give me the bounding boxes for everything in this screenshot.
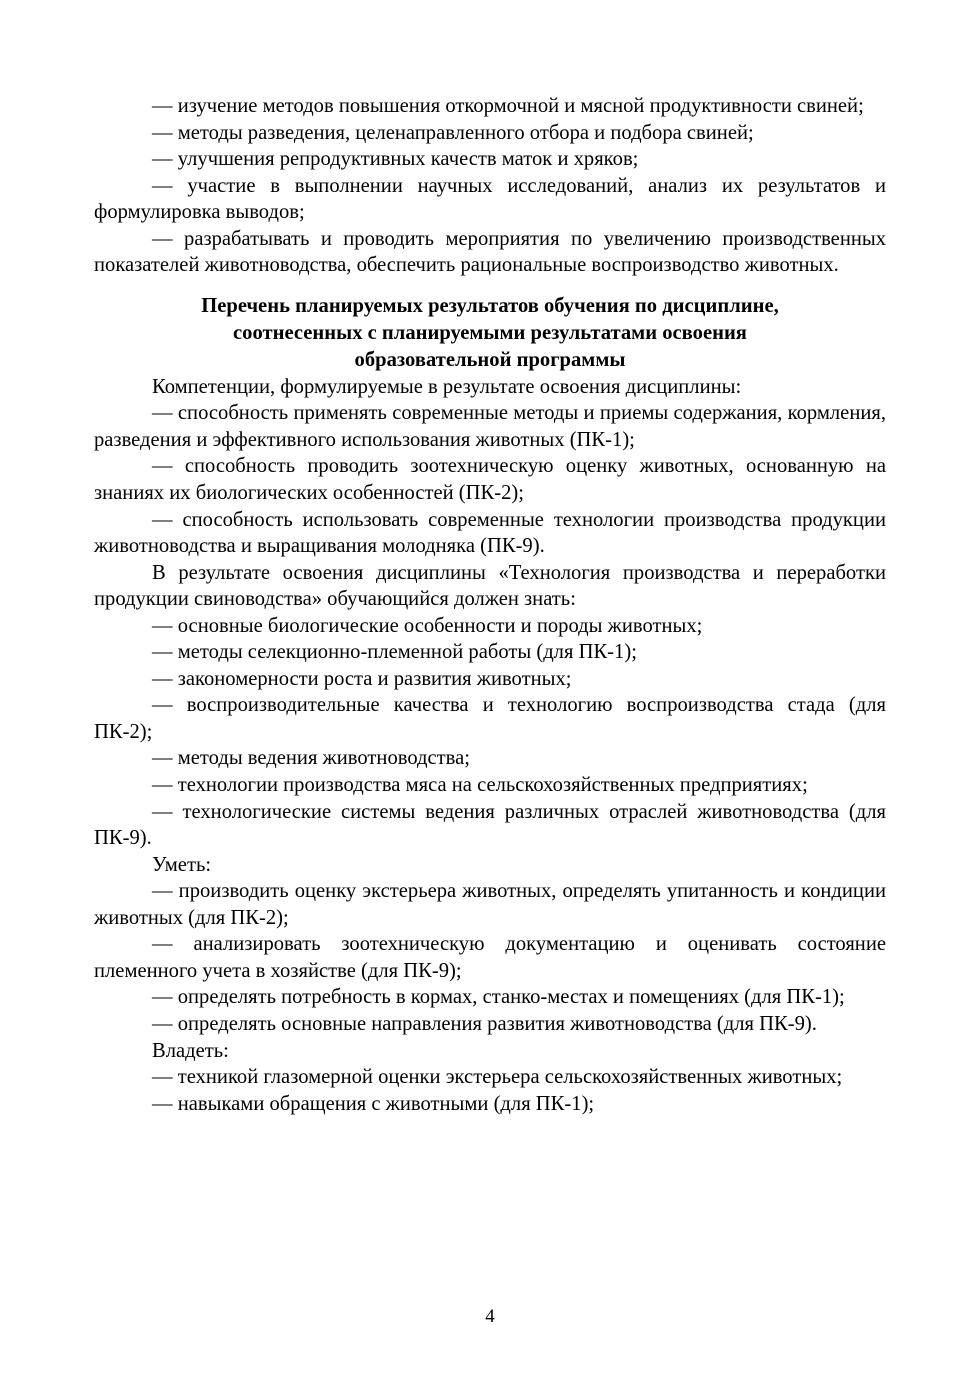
section-heading-line: соотнесенных с планируемыми результатами освоения (233, 321, 747, 344)
know-item: — технологические системы ведения различных отраслей животноводства (для ПК-9). (94, 800, 886, 850)
document-page (94, 93, 886, 1117)
know-item: — основные биологические особенности и породы животных; (152, 614, 703, 637)
competency-item: — способность использовать современные технологии производства продукции животноводства и выращивания молодняка (ПК-9). (94, 508, 886, 558)
page-number: 4 (485, 1306, 495, 1327)
able-item: — производить оценку экстерьера животных, определять упитанность и кондиции животных (для ПК-2); (94, 880, 886, 929)
competency-item: — способность проводить зоотехническую оценку животных, основанную на знаниях их биологических особенностей (ПК-2); (94, 455, 886, 505)
intro-item: — разрабатывать и проводить мероприятия по увеличению производственных показателей животноводства, обеспечить рациональные воспроизводство животных. (94, 227, 886, 277)
intro-item: — изучение методов повышения откормочной и мясной продуктивности свиней; (152, 95, 864, 117)
master-item: — техникой глазомерной оценки экстерьера сельскохозяйственных животных; (152, 1066, 843, 1089)
know-item: — воспроизводительные качества и технологию воспроизводства стада (для ПК-2); (94, 694, 886, 743)
master-label: Владеть: (152, 1039, 229, 1062)
intro-item: — методы разведения, целенаправленного отбора и подбора свиней; (152, 121, 754, 144)
know-item: — технологии производства мяса на сельскохозяйственных предприятиях; (152, 774, 808, 797)
competency-item: — способность применять современные методы и приемы содержания, кормления, разведения и эффективного использования животных (ПК-1); (94, 402, 886, 451)
know-item: — методы селекционно-племенной работы (для ПК-1); (152, 641, 637, 664)
section-heading-line: Перечень планируемых результатов обучения по дисциплине, (201, 294, 779, 317)
able-item: — определять основные направления развития животноводства (для ПК-9). (152, 1012, 817, 1035)
competencies-intro: Компетенции, формулируемые в результате освоения дисциплины: (152, 375, 742, 398)
intro-item: — участие в выполнении научных исследований, анализ их результатов и формулировка выводов; (94, 174, 886, 224)
intro-item: — улучшения репродуктивных качеств маток и хряков; (152, 148, 639, 171)
know-item: — закономерности роста и развития животных; (152, 667, 572, 690)
know-item: — методы ведения животноводства; (152, 747, 470, 770)
know-intro: В результате освоения дисциплины «Технология производства и переработки продукции свиноводства» обучающийся должен знать: (94, 561, 886, 611)
able-label: Уметь: (152, 853, 212, 876)
section-heading (94, 293, 886, 374)
section-heading-line: образовательной программы (354, 348, 626, 371)
able-item: — анализировать зоотехническую документацию и оценивать состояние племенного учета в хозяйстве (для ПК-9); (94, 933, 886, 982)
master-item: — навыками обращения с животными (для ПК-1); (152, 1092, 595, 1115)
able-item: — определять потребность в кормах, станко-местах и помещениях (для ПК-1); (152, 986, 845, 1009)
